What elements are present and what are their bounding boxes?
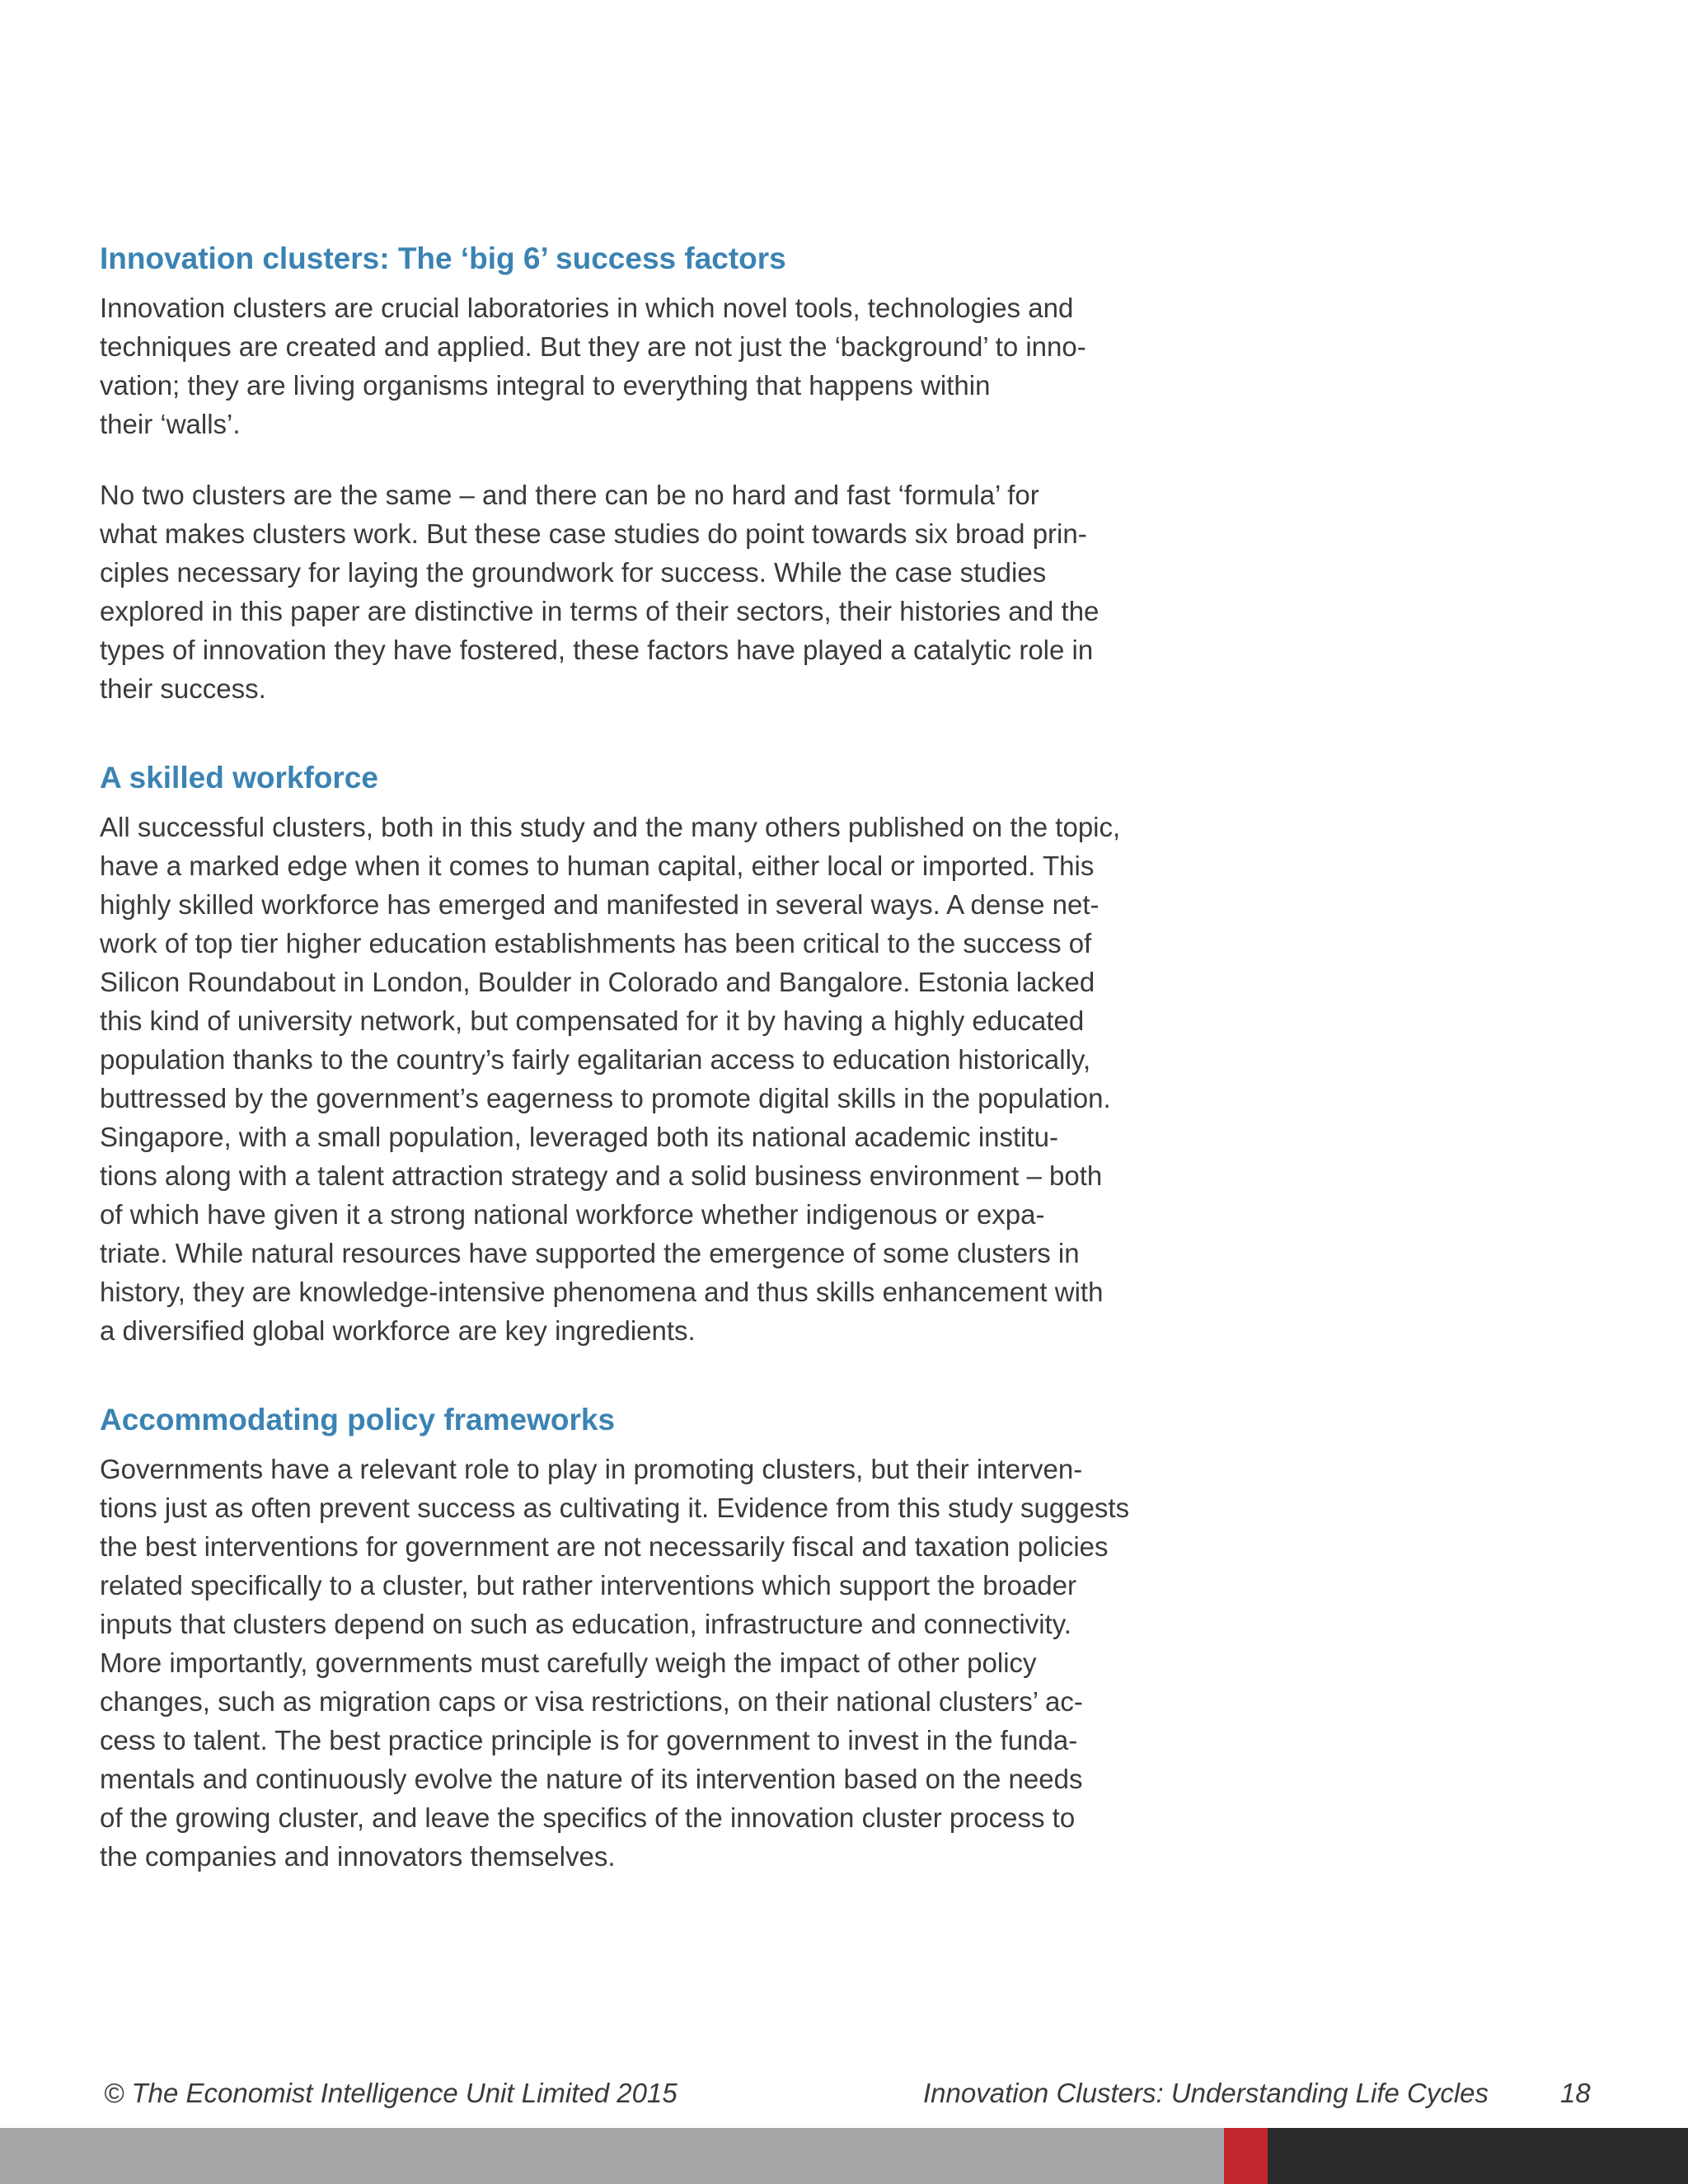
text-line: More importantly, governments must carefully weigh the impact of other policy <box>100 1647 1037 1678</box>
text-line: mentals and continuously evolve the nature of its intervention based on the needs <box>100 1764 1083 1794</box>
text-line: highly skilled workforce has emerged and manifested in several ways. A dense net- <box>100 889 1100 920</box>
text-line: tions just as often prevent success as cultivating it. Evidence from this study suggests <box>100 1493 1130 1523</box>
text-line: Singapore, with a small population, leveraged both its national academic institu- <box>100 1122 1059 1152</box>
text-line: of which have given it a strong national workforce whether indigenous or expa- <box>100 1199 1045 1230</box>
text-line: triate. While natural resources have supported the emergence of some clusters in <box>100 1238 1080 1268</box>
text-line: buttressed by the government’s eagerness to promote digital skills in the population. <box>100 1083 1111 1113</box>
main-content <box>100 237 1250 1876</box>
text-line: the companies and innovators themselves. <box>100 1841 616 1872</box>
text-line: Innovation clusters are crucial laboratories in which novel tools, technologies and <box>100 293 1074 323</box>
footer-bar-gray <box>0 2128 1224 2184</box>
text-line: work of top tier higher education establishments has been critical to the success of <box>100 928 1092 958</box>
text-line: history, they are knowledge-intensive phenomena and thus skills enhancement with <box>100 1277 1104 1307</box>
text-line: have a marked edge when it comes to human capital, either local or imported. This <box>100 851 1095 881</box>
paragraph-policy-frameworks <box>100 1450 1250 1876</box>
section-heading-policy-frameworks: Accommodating policy frameworks <box>100 1403 616 1436</box>
footer-bar-dark <box>1268 2128 1688 2184</box>
paragraph-skilled-workforce <box>100 808 1250 1350</box>
footer-report-title: Innovation Clusters: Understanding Life Cycles <box>923 2078 1489 2108</box>
section-heading-big-6: Innovation clusters: The ‘big 6’ success factors <box>100 241 786 275</box>
text-line: tions along with a talent attraction strategy and a solid business environment – both <box>100 1160 1103 1191</box>
text-line: ciples necessary for laying the groundwork for success. While the case studies <box>100 557 1047 588</box>
text-line: vation; they are living organisms integral to everything that happens within <box>100 370 991 401</box>
section-heading-skilled-workforce: A skilled workforce <box>100 761 378 794</box>
text-line: explored in this paper are distinctive in terms of their sectors, their histories and the <box>100 596 1100 626</box>
text-line: the best interventions for government are not necessarily fiscal and taxation policies <box>100 1531 1109 1562</box>
text-line: All successful clusters, both in this study and the many others published on the topic, <box>100 812 1121 842</box>
text-line: techniques are created and applied. But they are not just the ‘background’ to inno- <box>100 331 1086 362</box>
text-line: a diversified global workforce are key ingredients. <box>100 1315 696 1346</box>
text-line: of the growing cluster, and leave the specifics of the innovation cluster process to <box>100 1802 1076 1833</box>
page-number: 18 <box>1560 2078 1591 2108</box>
text-line: population thanks to the country’s fairly egalitarian access to education historically, <box>100 1044 1091 1075</box>
footer-copyright: © The Economist Intelligence Unit Limited 2015 <box>104 2078 678 2108</box>
text-line: their success. <box>100 673 266 704</box>
text-line: related specifically to a cluster, but rather interventions which support the broader <box>100 1570 1076 1601</box>
text-line: this kind of university network, but compensated for it by having a highly educated <box>100 1005 1085 1036</box>
text-line: inputs that clusters depend on such as education, infrastructure and connectivity. <box>100 1609 1071 1639</box>
paragraph-intro-2 <box>100 476 1250 708</box>
text-line: Governments have a relevant role to play in promoting clusters, but their interven- <box>100 1454 1083 1484</box>
paragraph-intro-1 <box>100 288 1250 443</box>
text-line: No two clusters are the same – and there can be no hard and fast ‘formula’ for <box>100 480 1039 510</box>
text-line: their ‘walls’. <box>100 409 241 439</box>
text-line: what makes clusters work. But these case studies do point towards six broad prin- <box>100 518 1087 549</box>
text-line: changes, such as migration caps or visa restrictions, on their national clusters’ ac- <box>100 1686 1083 1717</box>
text-line: types of innovation they have fostered, these factors have played a catalytic role in <box>100 635 1094 665</box>
footer-bar-red <box>1224 2128 1268 2184</box>
text-line: cess to talent. The best practice principle is for government to invest in the funda- <box>100 1725 1078 1755</box>
text-line: Silicon Roundabout in London, Boulder in Colorado and Bangalore. Estonia lacked <box>100 967 1095 997</box>
